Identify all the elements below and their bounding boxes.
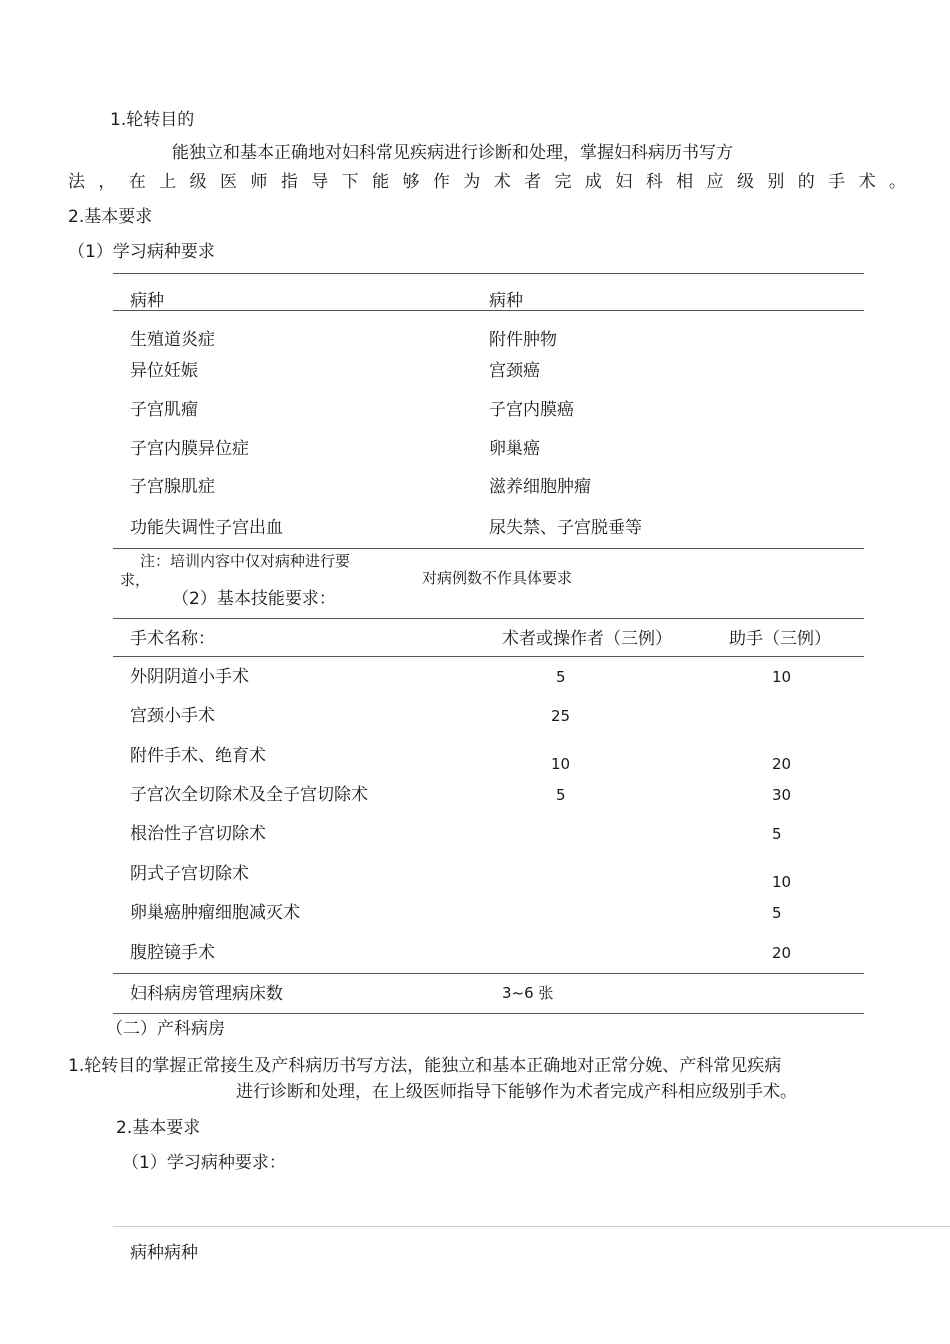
purpose-text-char: 法: [68, 172, 85, 192]
surgery-name: 附件手术、绝育术: [130, 746, 266, 766]
disease-cell: 子宫腺肌症: [130, 477, 215, 497]
purpose-text-char: 别: [767, 172, 785, 192]
note-text-line1: 注：培训内容中仅对病种进行要: [140, 552, 351, 570]
purpose-text-char: 成: [584, 172, 602, 192]
skills-table-bottom-rule: [113, 1013, 864, 1014]
disease-requirements-heading: （1）学习病种要求: [68, 242, 215, 262]
purpose-text-char: 相: [676, 172, 694, 192]
disease-cell: 子宫内膜癌: [489, 400, 574, 420]
obstetrics-purpose-line2: 进行诊断和处理，在上级医师指导下能够作为术者完成产科相应级别手术。: [236, 1082, 797, 1102]
operator-count: 5: [556, 668, 566, 686]
skills-table-mid-rule: [113, 973, 864, 974]
assistant-count: 30: [772, 786, 792, 804]
purpose-text-char: 的: [797, 172, 815, 192]
obstetrics-purpose-line1: 1.轮转目的掌握正常接生及产科病历书写方法，能独立和基本正确地对正常分娩、产科常见疾病: [68, 1056, 782, 1076]
operator-count: 25: [551, 707, 571, 725]
surgery-name: 根治性子宫切除术: [130, 824, 266, 844]
purpose-text-char: 级: [736, 172, 754, 192]
purpose-text-char: 术: [858, 172, 876, 192]
assistant-count: 5: [772, 825, 782, 843]
obstetrics-table-header: 病种病种: [130, 1243, 198, 1263]
beds-label: 妇科病房管理病床数: [130, 984, 283, 1004]
rotation-purpose-heading: 1.轮转目的: [110, 110, 195, 130]
assistant-count: 5: [772, 904, 782, 922]
note-text-line2: 求，: [120, 571, 151, 589]
disease-cell: 卵巢癌: [489, 439, 540, 459]
purpose-text-line2: [68, 172, 906, 192]
disease-cell: 子宫内膜异位症: [130, 439, 249, 459]
purpose-text-char: 能: [372, 172, 390, 192]
purpose-text-char: 为: [463, 172, 481, 192]
disease-cell: 子宫肌瘤: [130, 400, 198, 420]
obstetrics-disease-req-heading: （1）学习病种要求：: [122, 1153, 286, 1173]
disease-cell: 滋养细胞肿瘤: [489, 477, 591, 497]
obstetrics-basic-req-heading: 2.基本要求: [116, 1118, 201, 1138]
operator-count: 5: [556, 786, 566, 804]
assistant-count: 20: [772, 944, 792, 962]
purpose-text-char: 上: [159, 172, 177, 192]
purpose-text-char: 导: [311, 172, 329, 192]
disease-col2-header: 病种: [489, 291, 523, 311]
disease-col1-header: 病种: [130, 291, 164, 311]
purpose-text-char: 作: [432, 172, 450, 192]
obstetrics-ward-heading: （二）产科病房: [106, 1019, 225, 1039]
assistant-count: 10: [772, 668, 792, 686]
skills-heading: （2）基本技能要求：: [172, 589, 336, 609]
surgery-name: 子宫次全切除术及全子宫切除术: [130, 785, 368, 805]
surgery-name: 阴式子宫切除术: [130, 864, 249, 884]
purpose-text-char: 指: [280, 172, 298, 192]
purpose-text-line1: 能独立和基本正确地对妇科常见疾病进行诊断和处理，掌握妇科病历书写方: [172, 143, 733, 163]
purpose-text-char: 科: [645, 172, 663, 192]
beds-value: 3~6 张: [502, 984, 554, 1002]
disease-cell: 宫颈癌: [489, 361, 540, 381]
note-text-right: 对病例数不作具体要求: [422, 569, 573, 587]
surgery-name: 宫颈小手术: [130, 706, 215, 726]
purpose-text-char: ，: [98, 172, 116, 192]
surgery-name: 卵巢癌肿瘤细胞减灭术: [130, 903, 300, 923]
disease-cell: 异位妊娠: [130, 361, 198, 381]
obstetrics-table-top-rule: [113, 1226, 950, 1227]
surgery-name: 外阴阴道小手术: [130, 667, 249, 687]
purpose-text-char: 师: [250, 172, 268, 192]
purpose-text-char: 。: [888, 172, 906, 192]
skills-col-name-header: 手术名称：: [130, 629, 215, 649]
purpose-text-char: 完: [554, 172, 572, 192]
purpose-text-char: 者: [524, 172, 542, 192]
assistant-count: 20: [772, 755, 792, 773]
disease-cell: 功能失调性子宫出血: [130, 518, 283, 538]
surgery-name: 腹腔镜手术: [130, 943, 215, 963]
basic-requirements-heading: 2.基本要求: [68, 207, 153, 227]
purpose-text-char: 医: [220, 172, 238, 192]
purpose-text-char: 妇: [615, 172, 633, 192]
skills-col-operator-header: 术者或操作者（三例）: [502, 629, 672, 649]
purpose-text-char: 手: [828, 172, 846, 192]
disease-cell: 附件肿物: [489, 330, 557, 350]
operator-count: 10: [551, 755, 571, 773]
assistant-count: 10: [772, 873, 792, 891]
purpose-text-char: 应: [706, 172, 724, 192]
disease-cell: 生殖道炎症: [130, 330, 215, 350]
table-header-rule: [113, 310, 864, 311]
skills-table-header-rule: [113, 656, 864, 657]
purpose-text-char: 够: [402, 172, 420, 192]
table-top-rule: [113, 273, 864, 274]
purpose-text-char: 级: [189, 172, 207, 192]
disease-cell: 尿失禁、子宫脱垂等: [489, 518, 642, 538]
skills-col-assistant-header: 助手（三例）: [729, 629, 831, 649]
purpose-text-char: 术: [493, 172, 511, 192]
purpose-text-char: 在: [128, 172, 146, 192]
skills-table-top-rule: [113, 618, 864, 619]
purpose-text-char: 下: [341, 172, 359, 192]
table-bottom-rule: [113, 548, 864, 549]
